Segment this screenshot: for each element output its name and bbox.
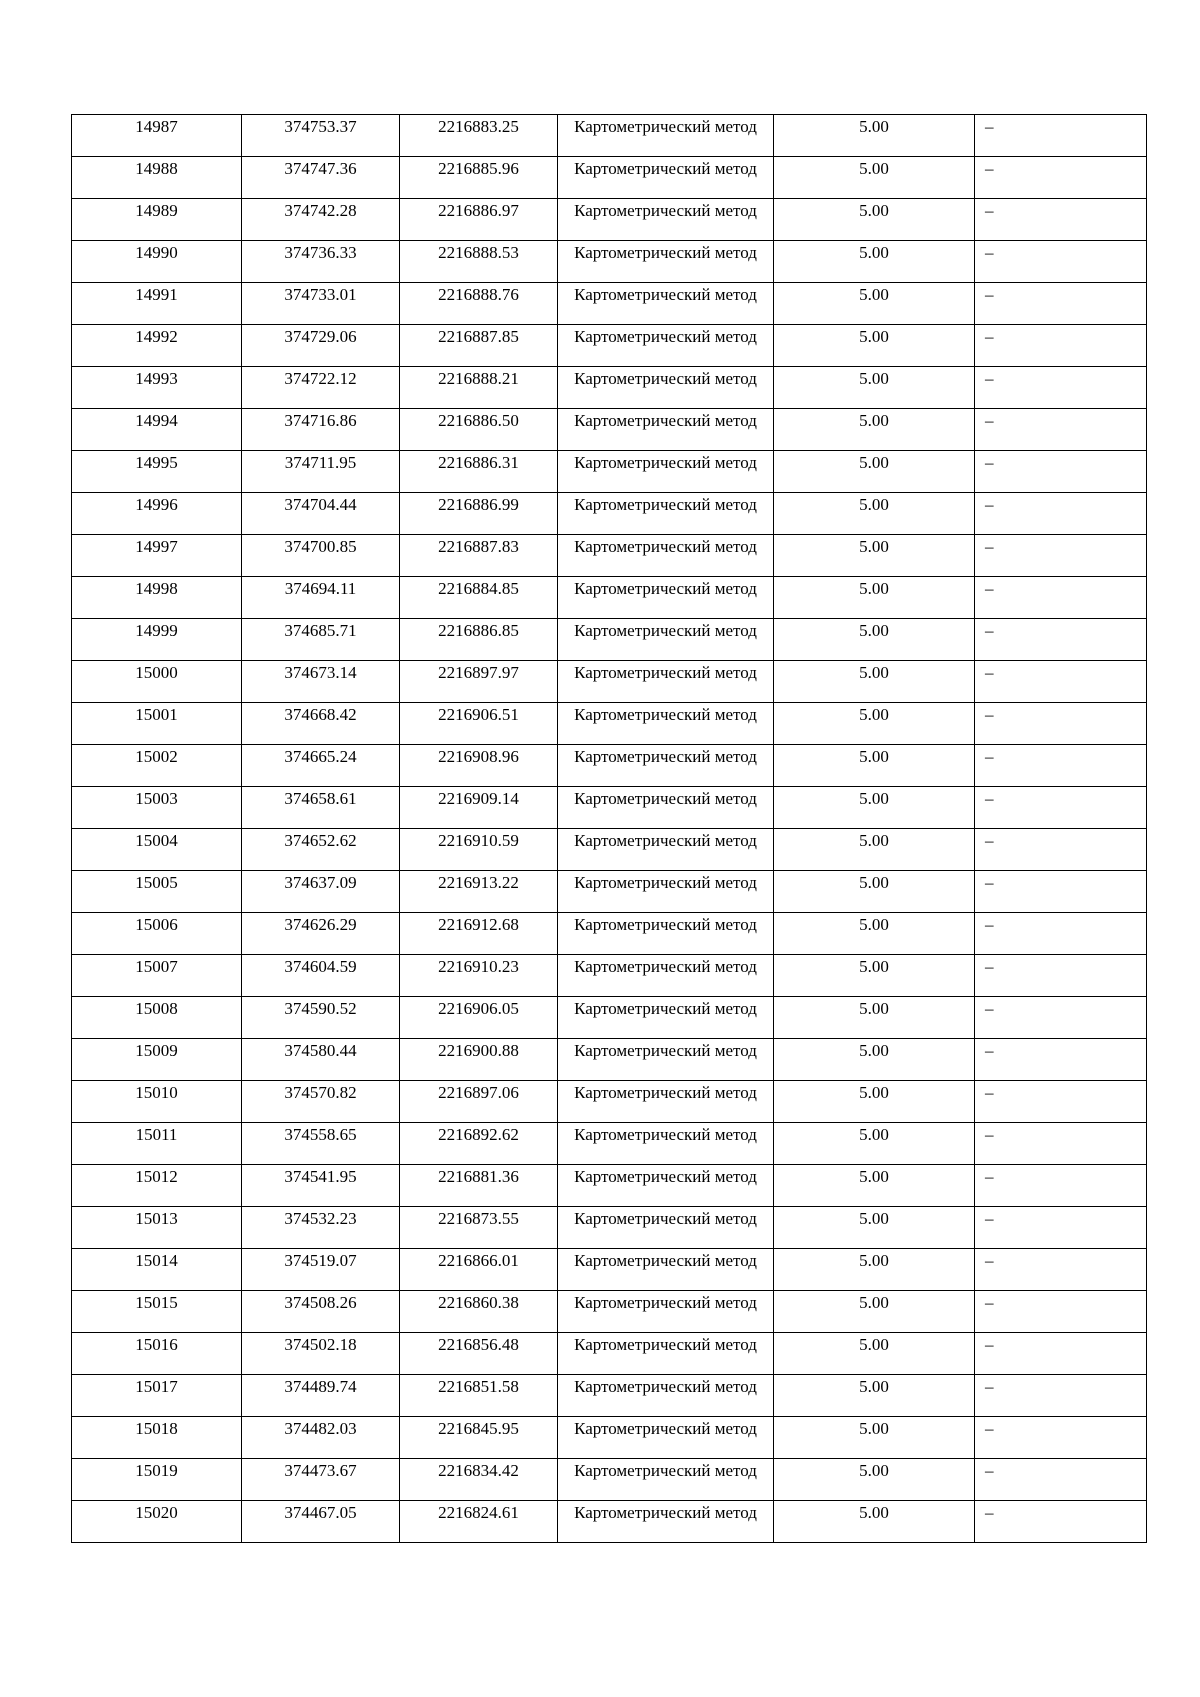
description-cell: – — [975, 493, 1147, 535]
description-cell: – — [975, 115, 1147, 157]
method-cell: Картометрический метод — [558, 1501, 774, 1543]
point-number-cell: 14999 — [72, 619, 242, 661]
point-number-cell: 15000 — [72, 661, 242, 703]
accuracy-cell: 5.00 — [774, 493, 975, 535]
accuracy-cell: 5.00 — [774, 1375, 975, 1417]
description-cell: – — [975, 409, 1147, 451]
method-cell: Картометрический метод — [558, 115, 774, 157]
y-coordinate-cell: 2216888.21 — [400, 367, 558, 409]
accuracy-cell: 5.00 — [774, 1249, 975, 1291]
method-cell: Картометрический метод — [558, 409, 774, 451]
description-cell: – — [975, 325, 1147, 367]
description-cell: – — [975, 241, 1147, 283]
x-coordinate-cell: 374747.36 — [242, 157, 400, 199]
y-coordinate-cell: 2216888.76 — [400, 283, 558, 325]
x-coordinate-cell: 374502.18 — [242, 1333, 400, 1375]
x-coordinate-cell: 374704.44 — [242, 493, 400, 535]
x-coordinate-cell: 374489.74 — [242, 1375, 400, 1417]
description-cell: – — [975, 283, 1147, 325]
table-row — [72, 619, 1147, 661]
point-number-cell: 15005 — [72, 871, 242, 913]
table-row — [72, 1333, 1147, 1375]
x-coordinate-cell: 374673.14 — [242, 661, 400, 703]
y-coordinate-cell: 2216845.95 — [400, 1417, 558, 1459]
x-coordinate-cell: 374722.12 — [242, 367, 400, 409]
y-coordinate-cell: 2216881.36 — [400, 1165, 558, 1207]
y-coordinate-cell: 2216912.68 — [400, 913, 558, 955]
method-cell: Картометрический метод — [558, 1165, 774, 1207]
accuracy-cell: 5.00 — [774, 1207, 975, 1249]
description-cell: – — [975, 1417, 1147, 1459]
table-row — [72, 1123, 1147, 1165]
accuracy-cell: 5.00 — [774, 577, 975, 619]
x-coordinate-cell: 374558.65 — [242, 1123, 400, 1165]
x-coordinate-cell: 374700.85 — [242, 535, 400, 577]
table-row — [72, 115, 1147, 157]
point-number-cell: 15013 — [72, 1207, 242, 1249]
description-cell: – — [975, 1291, 1147, 1333]
y-coordinate-cell: 2216851.58 — [400, 1375, 558, 1417]
description-cell: – — [975, 1081, 1147, 1123]
table-row — [72, 199, 1147, 241]
description-cell: – — [975, 1165, 1147, 1207]
y-coordinate-cell: 2216886.31 — [400, 451, 558, 493]
table-row — [72, 1291, 1147, 1333]
table-row — [72, 829, 1147, 871]
method-cell: Картометрический метод — [558, 871, 774, 913]
point-number-cell: 15018 — [72, 1417, 242, 1459]
point-number-cell: 15003 — [72, 787, 242, 829]
accuracy-cell: 5.00 — [774, 619, 975, 661]
point-number-cell: 15020 — [72, 1501, 242, 1543]
method-cell: Картометрический метод — [558, 787, 774, 829]
method-cell: Картометрический метод — [558, 367, 774, 409]
method-cell: Картометрический метод — [558, 577, 774, 619]
table-row — [72, 451, 1147, 493]
accuracy-cell: 5.00 — [774, 325, 975, 367]
accuracy-cell: 5.00 — [774, 1081, 975, 1123]
point-number-cell: 15006 — [72, 913, 242, 955]
table-row — [72, 157, 1147, 199]
y-coordinate-cell: 2216906.51 — [400, 703, 558, 745]
description-cell: – — [975, 199, 1147, 241]
method-cell: Картометрический метод — [558, 325, 774, 367]
x-coordinate-cell: 374716.86 — [242, 409, 400, 451]
table-row — [72, 409, 1147, 451]
point-number-cell: 15016 — [72, 1333, 242, 1375]
x-coordinate-cell: 374626.29 — [242, 913, 400, 955]
description-cell: – — [975, 955, 1147, 997]
table-row — [72, 703, 1147, 745]
x-coordinate-cell: 374733.01 — [242, 283, 400, 325]
description-cell: – — [975, 577, 1147, 619]
method-cell: Картометрический метод — [558, 157, 774, 199]
y-coordinate-cell: 2216885.96 — [400, 157, 558, 199]
method-cell: Картометрический метод — [558, 199, 774, 241]
x-coordinate-cell: 374742.28 — [242, 199, 400, 241]
point-number-cell: 15002 — [72, 745, 242, 787]
method-cell: Картометрический метод — [558, 535, 774, 577]
point-number-cell: 15004 — [72, 829, 242, 871]
description-cell: – — [975, 1249, 1147, 1291]
table-row — [72, 577, 1147, 619]
point-number-cell: 15001 — [72, 703, 242, 745]
accuracy-cell: 5.00 — [774, 829, 975, 871]
accuracy-cell: 5.00 — [774, 367, 975, 409]
method-cell: Картометрический метод — [558, 703, 774, 745]
table-row — [72, 913, 1147, 955]
accuracy-cell: 5.00 — [774, 1417, 975, 1459]
method-cell: Картометрический метод — [558, 1333, 774, 1375]
x-coordinate-cell: 374729.06 — [242, 325, 400, 367]
x-coordinate-cell: 374736.33 — [242, 241, 400, 283]
coordinates-table — [71, 114, 1147, 1543]
accuracy-cell: 5.00 — [774, 745, 975, 787]
table-row — [72, 1207, 1147, 1249]
method-cell: Картометрический метод — [558, 1081, 774, 1123]
x-coordinate-cell: 374473.67 — [242, 1459, 400, 1501]
accuracy-cell: 5.00 — [774, 1333, 975, 1375]
x-coordinate-cell: 374604.59 — [242, 955, 400, 997]
y-coordinate-cell: 2216892.62 — [400, 1123, 558, 1165]
method-cell: Картометрический метод — [558, 451, 774, 493]
point-number-cell: 14991 — [72, 283, 242, 325]
table-row — [72, 787, 1147, 829]
description-cell: – — [975, 535, 1147, 577]
point-number-cell: 14993 — [72, 367, 242, 409]
y-coordinate-cell: 2216887.85 — [400, 325, 558, 367]
method-cell: Картометрический метод — [558, 1291, 774, 1333]
point-number-cell: 15015 — [72, 1291, 242, 1333]
description-cell: – — [975, 451, 1147, 493]
accuracy-cell: 5.00 — [774, 787, 975, 829]
point-number-cell: 14990 — [72, 241, 242, 283]
point-number-cell: 14988 — [72, 157, 242, 199]
method-cell: Картометрический метод — [558, 829, 774, 871]
accuracy-cell: 5.00 — [774, 1291, 975, 1333]
method-cell: Картометрический метод — [558, 493, 774, 535]
method-cell: Картометрический метод — [558, 619, 774, 661]
x-coordinate-cell: 374532.23 — [242, 1207, 400, 1249]
accuracy-cell: 5.00 — [774, 199, 975, 241]
y-coordinate-cell: 2216910.59 — [400, 829, 558, 871]
x-coordinate-cell: 374467.05 — [242, 1501, 400, 1543]
y-coordinate-cell: 2216883.25 — [400, 115, 558, 157]
method-cell: Картометрический метод — [558, 1375, 774, 1417]
point-number-cell: 15009 — [72, 1039, 242, 1081]
method-cell: Картометрический метод — [558, 997, 774, 1039]
accuracy-cell: 5.00 — [774, 1165, 975, 1207]
x-coordinate-cell: 374519.07 — [242, 1249, 400, 1291]
description-cell: – — [975, 157, 1147, 199]
point-number-cell: 14989 — [72, 199, 242, 241]
method-cell: Картометрический метод — [558, 241, 774, 283]
method-cell: Картометрический метод — [558, 1459, 774, 1501]
y-coordinate-cell: 2216886.85 — [400, 619, 558, 661]
method-cell: Картометрический метод — [558, 1417, 774, 1459]
accuracy-cell: 5.00 — [774, 451, 975, 493]
y-coordinate-cell: 2216897.06 — [400, 1081, 558, 1123]
accuracy-cell: 5.00 — [774, 1123, 975, 1165]
y-coordinate-cell: 2216884.85 — [400, 577, 558, 619]
accuracy-cell: 5.00 — [774, 1459, 975, 1501]
y-coordinate-cell: 2216900.88 — [400, 1039, 558, 1081]
description-cell: – — [975, 1501, 1147, 1543]
table-row — [72, 871, 1147, 913]
description-cell: – — [975, 1039, 1147, 1081]
description-cell: – — [975, 745, 1147, 787]
x-coordinate-cell: 374637.09 — [242, 871, 400, 913]
table-row — [72, 367, 1147, 409]
x-coordinate-cell: 374685.71 — [242, 619, 400, 661]
y-coordinate-cell: 2216824.61 — [400, 1501, 558, 1543]
description-cell: – — [975, 1123, 1147, 1165]
method-cell: Картометрический метод — [558, 1123, 774, 1165]
method-cell: Картометрический метод — [558, 283, 774, 325]
point-number-cell: 15017 — [72, 1375, 242, 1417]
method-cell: Картометрический метод — [558, 661, 774, 703]
coordinates-table-body — [72, 115, 1147, 1543]
point-number-cell: 14995 — [72, 451, 242, 493]
accuracy-cell: 5.00 — [774, 661, 975, 703]
accuracy-cell: 5.00 — [774, 913, 975, 955]
table-row — [72, 1501, 1147, 1543]
description-cell: – — [975, 871, 1147, 913]
point-number-cell: 14994 — [72, 409, 242, 451]
accuracy-cell: 5.00 — [774, 283, 975, 325]
accuracy-cell: 5.00 — [774, 157, 975, 199]
y-coordinate-cell: 2216887.83 — [400, 535, 558, 577]
accuracy-cell: 5.00 — [774, 535, 975, 577]
x-coordinate-cell: 374580.44 — [242, 1039, 400, 1081]
y-coordinate-cell: 2216897.97 — [400, 661, 558, 703]
method-cell: Картометрический метод — [558, 955, 774, 997]
method-cell: Картометрический метод — [558, 1039, 774, 1081]
table-row — [72, 535, 1147, 577]
method-cell: Картометрический метод — [558, 913, 774, 955]
table-row — [72, 997, 1147, 1039]
description-cell: – — [975, 829, 1147, 871]
point-number-cell: 14997 — [72, 535, 242, 577]
point-number-cell: 14998 — [72, 577, 242, 619]
table-row — [72, 493, 1147, 535]
accuracy-cell: 5.00 — [774, 1039, 975, 1081]
y-coordinate-cell: 2216909.14 — [400, 787, 558, 829]
point-number-cell: 14996 — [72, 493, 242, 535]
accuracy-cell: 5.00 — [774, 241, 975, 283]
point-number-cell: 15012 — [72, 1165, 242, 1207]
table-row — [72, 1249, 1147, 1291]
table-row — [72, 955, 1147, 997]
description-cell: – — [975, 1375, 1147, 1417]
description-cell: – — [975, 619, 1147, 661]
y-coordinate-cell: 2216873.55 — [400, 1207, 558, 1249]
description-cell: – — [975, 997, 1147, 1039]
x-coordinate-cell: 374658.61 — [242, 787, 400, 829]
x-coordinate-cell: 374668.42 — [242, 703, 400, 745]
y-coordinate-cell: 2216834.42 — [400, 1459, 558, 1501]
y-coordinate-cell: 2216913.22 — [400, 871, 558, 913]
description-cell: – — [975, 1207, 1147, 1249]
accuracy-cell: 5.00 — [774, 703, 975, 745]
x-coordinate-cell: 374694.11 — [242, 577, 400, 619]
x-coordinate-cell: 374541.95 — [242, 1165, 400, 1207]
accuracy-cell: 5.00 — [774, 955, 975, 997]
description-cell: – — [975, 703, 1147, 745]
y-coordinate-cell: 2216906.05 — [400, 997, 558, 1039]
table-row — [72, 1417, 1147, 1459]
method-cell: Картометрический метод — [558, 1249, 774, 1291]
accuracy-cell: 5.00 — [774, 409, 975, 451]
table-row — [72, 1375, 1147, 1417]
table-row — [72, 325, 1147, 367]
y-coordinate-cell: 2216866.01 — [400, 1249, 558, 1291]
description-cell: – — [975, 1459, 1147, 1501]
description-cell: – — [975, 787, 1147, 829]
x-coordinate-cell: 374652.62 — [242, 829, 400, 871]
x-coordinate-cell: 374508.26 — [242, 1291, 400, 1333]
y-coordinate-cell: 2216886.97 — [400, 199, 558, 241]
table-row — [72, 661, 1147, 703]
x-coordinate-cell: 374665.24 — [242, 745, 400, 787]
x-coordinate-cell: 374753.37 — [242, 115, 400, 157]
description-cell: – — [975, 913, 1147, 955]
point-number-cell: 14987 — [72, 115, 242, 157]
description-cell: – — [975, 661, 1147, 703]
point-number-cell: 15008 — [72, 997, 242, 1039]
y-coordinate-cell: 2216860.38 — [400, 1291, 558, 1333]
table-row — [72, 1081, 1147, 1123]
table-row — [72, 241, 1147, 283]
point-number-cell: 15011 — [72, 1123, 242, 1165]
point-number-cell: 15010 — [72, 1081, 242, 1123]
method-cell: Картометрический метод — [558, 1207, 774, 1249]
table-row — [72, 1165, 1147, 1207]
y-coordinate-cell: 2216856.48 — [400, 1333, 558, 1375]
x-coordinate-cell: 374570.82 — [242, 1081, 400, 1123]
accuracy-cell: 5.00 — [774, 871, 975, 913]
description-cell: – — [975, 1333, 1147, 1375]
x-coordinate-cell: 374482.03 — [242, 1417, 400, 1459]
point-number-cell: 15014 — [72, 1249, 242, 1291]
y-coordinate-cell: 2216910.23 — [400, 955, 558, 997]
point-number-cell: 15007 — [72, 955, 242, 997]
y-coordinate-cell: 2216886.99 — [400, 493, 558, 535]
accuracy-cell: 5.00 — [774, 115, 975, 157]
y-coordinate-cell: 2216888.53 — [400, 241, 558, 283]
method-cell: Картометрический метод — [558, 745, 774, 787]
description-cell: – — [975, 367, 1147, 409]
point-number-cell: 14992 — [72, 325, 242, 367]
y-coordinate-cell: 2216908.96 — [400, 745, 558, 787]
x-coordinate-cell: 374711.95 — [242, 451, 400, 493]
x-coordinate-cell: 374590.52 — [242, 997, 400, 1039]
table-row — [72, 1039, 1147, 1081]
point-number-cell: 15019 — [72, 1459, 242, 1501]
accuracy-cell: 5.00 — [774, 997, 975, 1039]
accuracy-cell: 5.00 — [774, 1501, 975, 1543]
table-row — [72, 1459, 1147, 1501]
y-coordinate-cell: 2216886.50 — [400, 409, 558, 451]
table-row — [72, 745, 1147, 787]
table-row — [72, 283, 1147, 325]
